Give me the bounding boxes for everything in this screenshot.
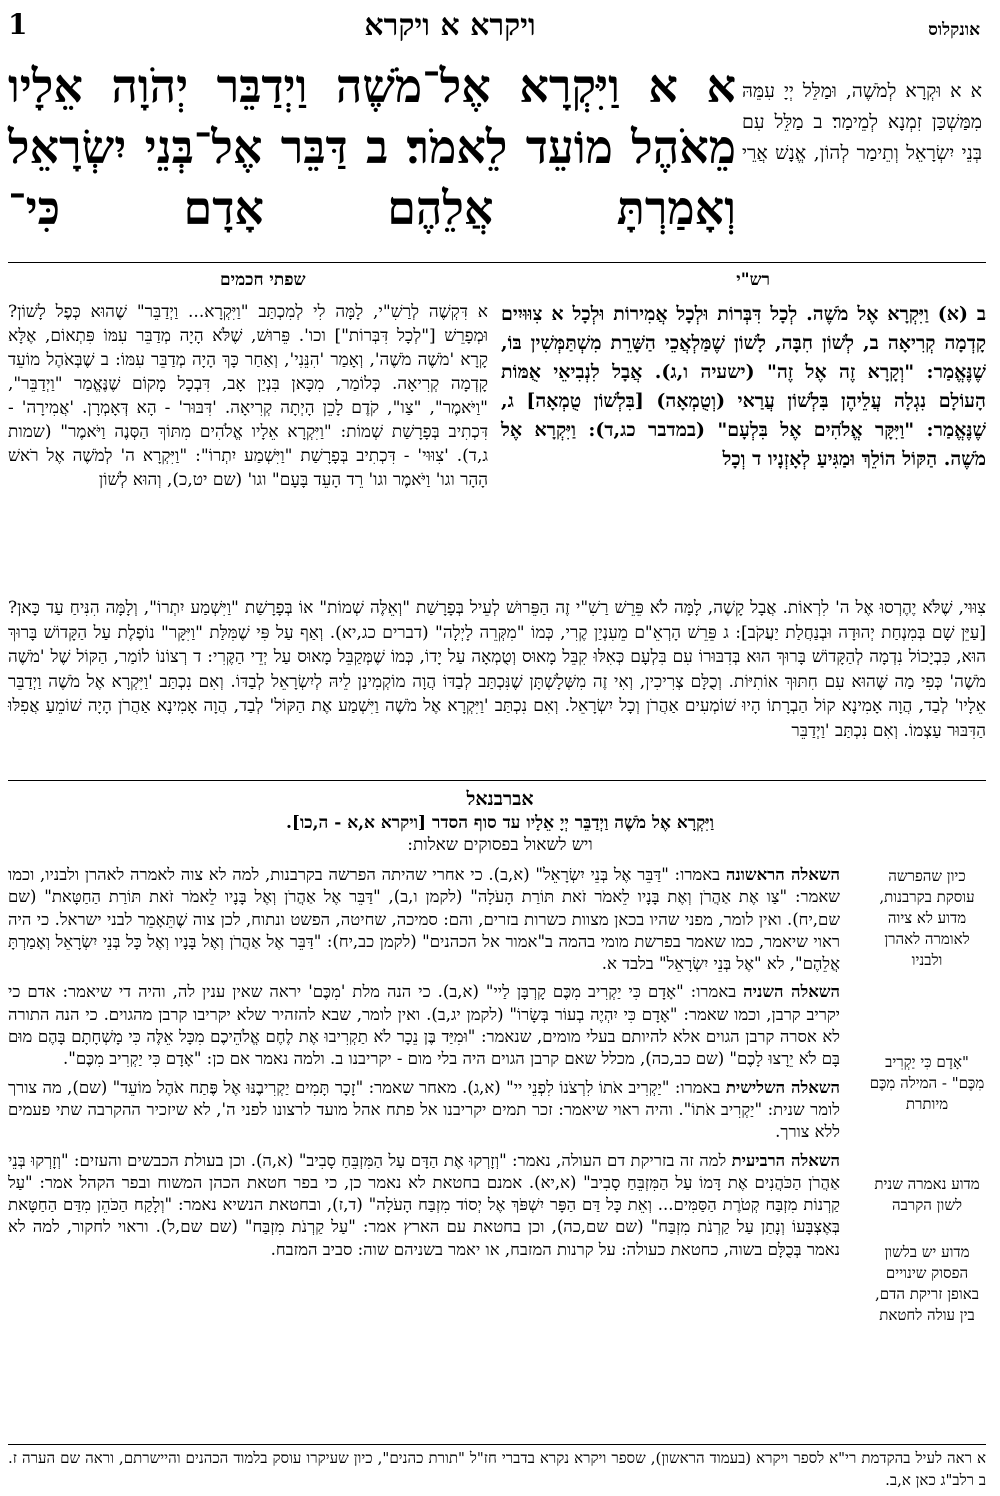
abarbanel-title: אברבנאל [466,788,534,810]
question-label: השאלה הרביעית [731,1150,840,1170]
running-title: ויקרא א ויקרא [364,8,536,43]
margin-note: מדוע יש בלשון הפסוק שינויים באופן זריקת הדם, בין עולה לחטאת [875,1243,979,1324]
margin-note: "אָדָם כִּי יַקְרִיב מִכֶּם" - המילה מִכֶּם מיותרת [869,1053,985,1113]
page-number: 1 [8,8,28,41]
margin-note: מדוע נאמרה שנית לשון הקרבה [874,1175,980,1214]
question-paragraph [8,1150,840,1261]
question-text: באמרו: "דַּבֵּר אֶל בְּנֵי יִשְׂרָאֵל" (א,ב). כי אחרי שהיתה הפרשה בקרבנות, למה לא צוה לאמרה לאהרן ולבניו, וכמו שאמר: "צַו אֶת אַהֲרֹן וְאֶת בָּנָיו לֵאמֹר זֹאת תּוֹרַת הָעֹלָה" (לקמן ו,ב), "דַּבֵּר אֶל אַהֲרֹן וְאֶל בָּנָיו לֵאמֹר זֹאת תּוֹרַת הַחַטָּאת" (שם שם,יח). ואין לומר, מפני שהיו בכאן מצוות כשרות בזרים, והם: סמיכה, שחיטה, הפשט ונתוח, לכן צוה שֶׁתֵּאָמֵר לבני ישראל. כי היה ראוי שיאמר, כמו שאמר בפרשת מומי בהמה ב"אמור אל הכהנים" (לקמן כב,יח): "דַּבֵּר אֶל אַהֲרֹן וְאֶל בָּנָיו וְאֶל כָּל בְּנֵי יִשְׂרָאֵל וְאָמַרְתָּ אֲלֵהֶם", לא "אֶל בְּנֵי יִשְׂרָאֵל" בלבד א. [8,865,840,974]
page-header [0,6,1000,46]
onkelos-title: אונקלוס [928,20,980,40]
siftei-continuation: צִוּוּי, שֶׁלֹּא יֶהֶרְסוּ אֶל ה' לִרְאוֹת. אֲבָל קָשֶׁה, לָמָּה לֹא פֵּרֵשׁ רַשִׁ"י זֶה הַפֵּרוּשׁ לְעֵיל בְּפָרָשַׁת "וְאֵלֶּה שְׁמוֹת" אוֹ בְּפָרָשַׁת "וַיִּשְׁמַע יִתְרוֹ", וְלָמָּה הִנִּיחַ עַד כָּאן? [עַיֵּן שָׁם בְּמִנְחַת יְהוּדָה וּבְנַחֲלַת יַעֲקֹב]: ג פֵּרֵשׁ הָרְאֵ"ם מֵעִנְיַן קֶרִי, כְּמוֹ "מִקְּרֵה לָיְלָה" (דברים כג,יא). וְאַף עַל פִּי שֶׁמִּלַּת "וַיִּקָּר" נוֹפֶלֶת עַל הַקָּדוֹשׁ בָּרוּךְ הוּא, כִּבְיָכוֹל נִדְמָה לְהַקָּדוֹשׁ בָּרוּךְ הוּא בְּדִבּוּרוֹ עִם בִּלְעָם כְּאִלּוּ קִבֵּל מָאוּס וְטֻמְאָה עַל יָדוֹ, כְּמוֹ שֶׁמְּקַבֵּל מָאוּס עַל יְדֵי הַקֶּרִי: ד רְצוֹנוֹ לוֹמַר, הַקּוֹל שֶׁל 'מֹשֶׁה מֹשֶׁה' כְּפִי מַה שֶּׁהוּא עִם חִתּוּךְ אוֹתִיּוֹת. וְכֻלָּם צְרִיכִין, וְאִי זֶה מִשְּׁלָשְׁתָּן שֶׁנִּכְתַּב לְבַדּוֹ הֲוָה מוֹקְמִינַן לֵיהּ לְיִשְׂרָאֵל לְבַדּוֹ. וְאִם נִכְתַּב 'וַיִּקְרָא אֶל מֹשֶׁה וַיְדַבֵּר אֵלָיו' לְבַד, הֲוָה אָמִינָא קוֹל הַבְרָתוֹ הָיוּ שׁוֹמְעִים אַהֲרֹן וְכָל יִשְׂרָאֵל. וְאִם נִכְתַּב 'וַיִּקְרָא אֶל מֹשֶׁה וַיִּשְׁמַע אֶת הַקּוֹל' לְבַד, הֲוָה אָמִינָא אַהֲרֹן הָיָה שׁוֹמֵעַ אֲפִלּוּ הַדִּבּוּר עַצְמוֹ. וְאִם נִכְתַּב 'וַיְדַבֵּר [8,598,986,741]
question-text: באמרו: "יַקְרִיב אֹתוֹ לִרְצֹנוֹ לִפְנֵי יי" (א,ג). מאחר שאמר: "זָכָר תָּמִים יַקְרִיבֶנּוּ אֶל פֶּתַח אֹהֶל מוֹעֵד" (שם), מה צורך לומר שנית: "יַקְרִיב אֹתוֹ". והיה ראוי שיאמר: זכר תמים יקריבנו אל פתח אהל מועד לרצונו לפני ה', לא שיזכיר ההקרבה שתי פעמים ללא צורך. [8,1077,840,1142]
abarbanel-body [8,864,840,1267]
question-text: למה זה בזריקת דם העולה, נאמר: "וְזָרְקוּ אֶת הַדָּם עַל הַמִּזְבֵּחַ סָבִיב" (א,ה). וכן בעולת הכבשים והעזים: "וְזָרְקוּ בְּנֵי אַהֲרֹן הַכֹּהֲנִים אֶת דָּמוֹ עַל הַמִּזְבֵּחַ סָבִיב" (א,יא). אמנם בחטאת לא נאמר כן, כי בפר חטאת הכהן המשוח ובפר הקהל אמר: "עַל קַרְנוֹת מִזְבַּח קְטֹרֶת הַסַּמִּים... וְאֵת כָּל דַּם הַפָּר יִשְׁפֹּךְ אֶל יְסוֹד מִזְבַּח הָעֹלָה" (ד,ז), ובחטאת הנשיא נאמר: "וְלָקַח הַכֹּהֵן מִדַּם הַחַטָּאת בְּאֶצְבָּעוֹ וְנָתַן עַל קַרְנֹת מִזְבַּח" (שם שם,כה), וכן בחטאת עם הארץ אמר: "עַל קַרְנֹת מִזְבַּח" (שם שם,ל). וראוי לחקור, למה לא נאמר בְּכֻלָּם בשוה, כחטאת כעולה: על קרנות המזבח, או יאמר בשניהם שוה: סביב המזבח. [8,1150,840,1259]
divider [8,262,986,263]
torah-text: א א וַיִּקְרָא אֶל־מֹשֶׁה וַיְדַבֵּר יְהֹוָה אֵלָיו מֵאֹהֶל מוֹעֵד לֵאמֹר׃ ב דַּבֵּר אֶל־בְּנֵי יִשְׂרָאֵל וְאָמַרְתָּ אֲלֵהֶם אָדָם כִּי־ [8,59,736,235]
siftei-text: א דִּקְשֶׁה לְרַשִׁ"י, לָמָּה לִי לְמִכְתַּב "וַיִּקְרָא... וַיְדַבֵּר" שֶׁהוּא כְּפֶל לָשׁוֹן? וּמְפָרֵשׁ ["לְכָל דִּבְּרוֹת"] וכו'. פֵּרוּשׁ, שֶׁלֹּא הָיָה מְדַבֵּר עִמּוֹ פִּתְאוֹם, אֶלָּא קָרָא 'מֹשֶׁה מֹשֶׁה', וְאָמַר 'הִנֵּנִי', וְאַחַר כָּךְ הָיָה מְדַבֵּר עִמּוֹ: ב שֶׁבְּאֹהֶל מוֹעֵד קָדְמָה קְרִיאָה. כְּלוֹמַר, מִכָּאן בִּנְיַן אָב, דִּבְכָל מָקוֹם שֶׁנֶּאֱמַר "וַיְדַבֵּר", "וַיֹּאמֶר", "צַו", קֹדֶם לָכֵן הָיְתָה קְרִיאָה. 'דִּבּוּר' - הָא דְּאָמְרָן. 'אֲמִירָה' - דִּכְתִיב בְּפָרָשַׁת שְׁמוֹת: "וַיִּקְרָא אֵלָיו אֱלֹהִים מִתּוֹךְ הַסְּנֶה וַיֹּאמֶר" (שמות ג,ד). 'צִוּוּי' - דִּכְתִיב בְּפָרָשַׁת "וַיִּשְׁמַע יִתְרוֹ": "וַיִּקְרָא ה' לְמֹשֶׁה אֶל רֹאשׁ הָהָר וגו' וַיֹּאמֶר וגו' רֵד הָעֵד בָּעָם" וגו' (שם יט,כ), וְהוּא לְשׁוֹן [8,302,488,490]
question-label: השאלה השניה [743,982,840,1002]
rashi-text: ב (א) וַיִּקְרָא אֶל מֹשֶׁה. לְכָל דִּבְּרוֹת וּלְכָל אֲמִירוֹת וּלְכָל א צִוּוּיִים קָדְמָה קְרִיאָה ב, לְשׁוֹן חִבָּה, לָשׁוֹן שֶׁמַּלְאֲכֵי הַשָּׁרֵת מִשְׁתַּמְּשִׁין בּוֹ, שֶׁנֶּאֱמַר: "וְקָרָא זֶה אֶל זֶה" (ישעיה ו,ג). אֲבָל לִנְבִיאֵי אֻמּוֹת הָעוֹלָם נִגְלָה עֲלֵיהֶן בִּלְשׁוֹן עֲרַאי (וְטֻמְאָה) [בִּלְשׁוֹן טֻמְאָה] ג, שֶׁנֶּאֱמַר: "וַיִּקָּר אֱלֹהִים אֶל בִּלְעָם" (במדבר כג,ד): וַיִּקְרָא אֶל מֹשֶׁה. הַקּוֹל הוֹלֵךְ וּמַגִּיעַ לְאָזְנָיו ד וְכָל [501,303,986,470]
question-paragraph [8,864,840,975]
onkelos-text: א א וּקְרָא לְמֹשֶׁה, וּמַלֵּל יְיָ עִמֵּהּ מִמַּשְׁכַּן זִמְנָא לְמֵימַר׃ ב מַלֵּל עִם בְּנֵי יִשְׂרָאֵל וְתֵימַר לְהוֹן, אֱנָשׁ אֲרֵי [742,80,982,164]
rashi-title: רש"י [736,270,770,290]
divider [8,780,986,781]
footnote: א ראה לעיל בהקדמת רי"א לספר ויקרא (בעמוד הראשון), שספר ויקרא נקרא בדברי חז"ל "תורת כהנים", כיון שעיקרו עוסק בלמוד הכהנים והיישרתם, וראה שם הערה ז. ב רלב"ג כאן א,ב. [8,1444,986,1491]
question-text: באמרו: "אָדָם כִּי יַקְרִיב מִכֶּם קָרְבָּן לַיי" (א,ב). כי הנה מלת 'מִכֶּם' יראה שאין ענין לה, והיה די שיאמר: אדם כי יקריב קרבן, וכמו שאמר: "אָדָם כִּי יִהְיֶה בְעוֹר בְּשָׂרוֹ" (לקמן יג,ב). ואין לומר, שבא להזהיר שלא יקריבו קרבן מהגוים. כי הנה התורה לא אסרה קרבן הגוים אלא להיותם בעלי מומים, שנאמר: "וּמִיַּד בֶּן נֵכָר לֹא תַקְרִיבוּ אֶת לֶחֶם אֱלֹהֵיכֶם מִכָּל אֵלֶּה כִּי מָשְׁחָתָם בָּהֶם מוּם בָּם לֹא יֵרָצוּ לָכֶם" (שם כב,כה), מכלל שאם קרבן הגוים היה בלי מום - יקריבנו ב. ולמה נאמר אם כן: "אָדָם כִּי יַקְרִיב מִכֶּם". [8,982,840,1069]
question-label: השאלה הראשונה [725,865,841,884]
abarbanel-intro [150,812,850,856]
question-paragraph [8,1077,840,1144]
question-label: השאלה השלישית [725,1077,841,1097]
abarbanel-intro-line: ויש לשאול בפסוקים שאלות: [407,835,593,855]
question-paragraph [8,981,840,1070]
abarbanel-intro-line: וַיִּקְרָא אֶל מֹשֶׁה וַיְדַבֵּר יְיָ אֵלָיו עד סוף הסדר [ויקרא א,א - ה,כו]. [285,813,714,833]
siftei-title: שפתי חכמים [220,270,306,290]
margin-note: כיון שהפרשה עוסקת בקרבנות, מדוע לא ציוה לאומרה לאהרן ולבניו [879,867,975,969]
